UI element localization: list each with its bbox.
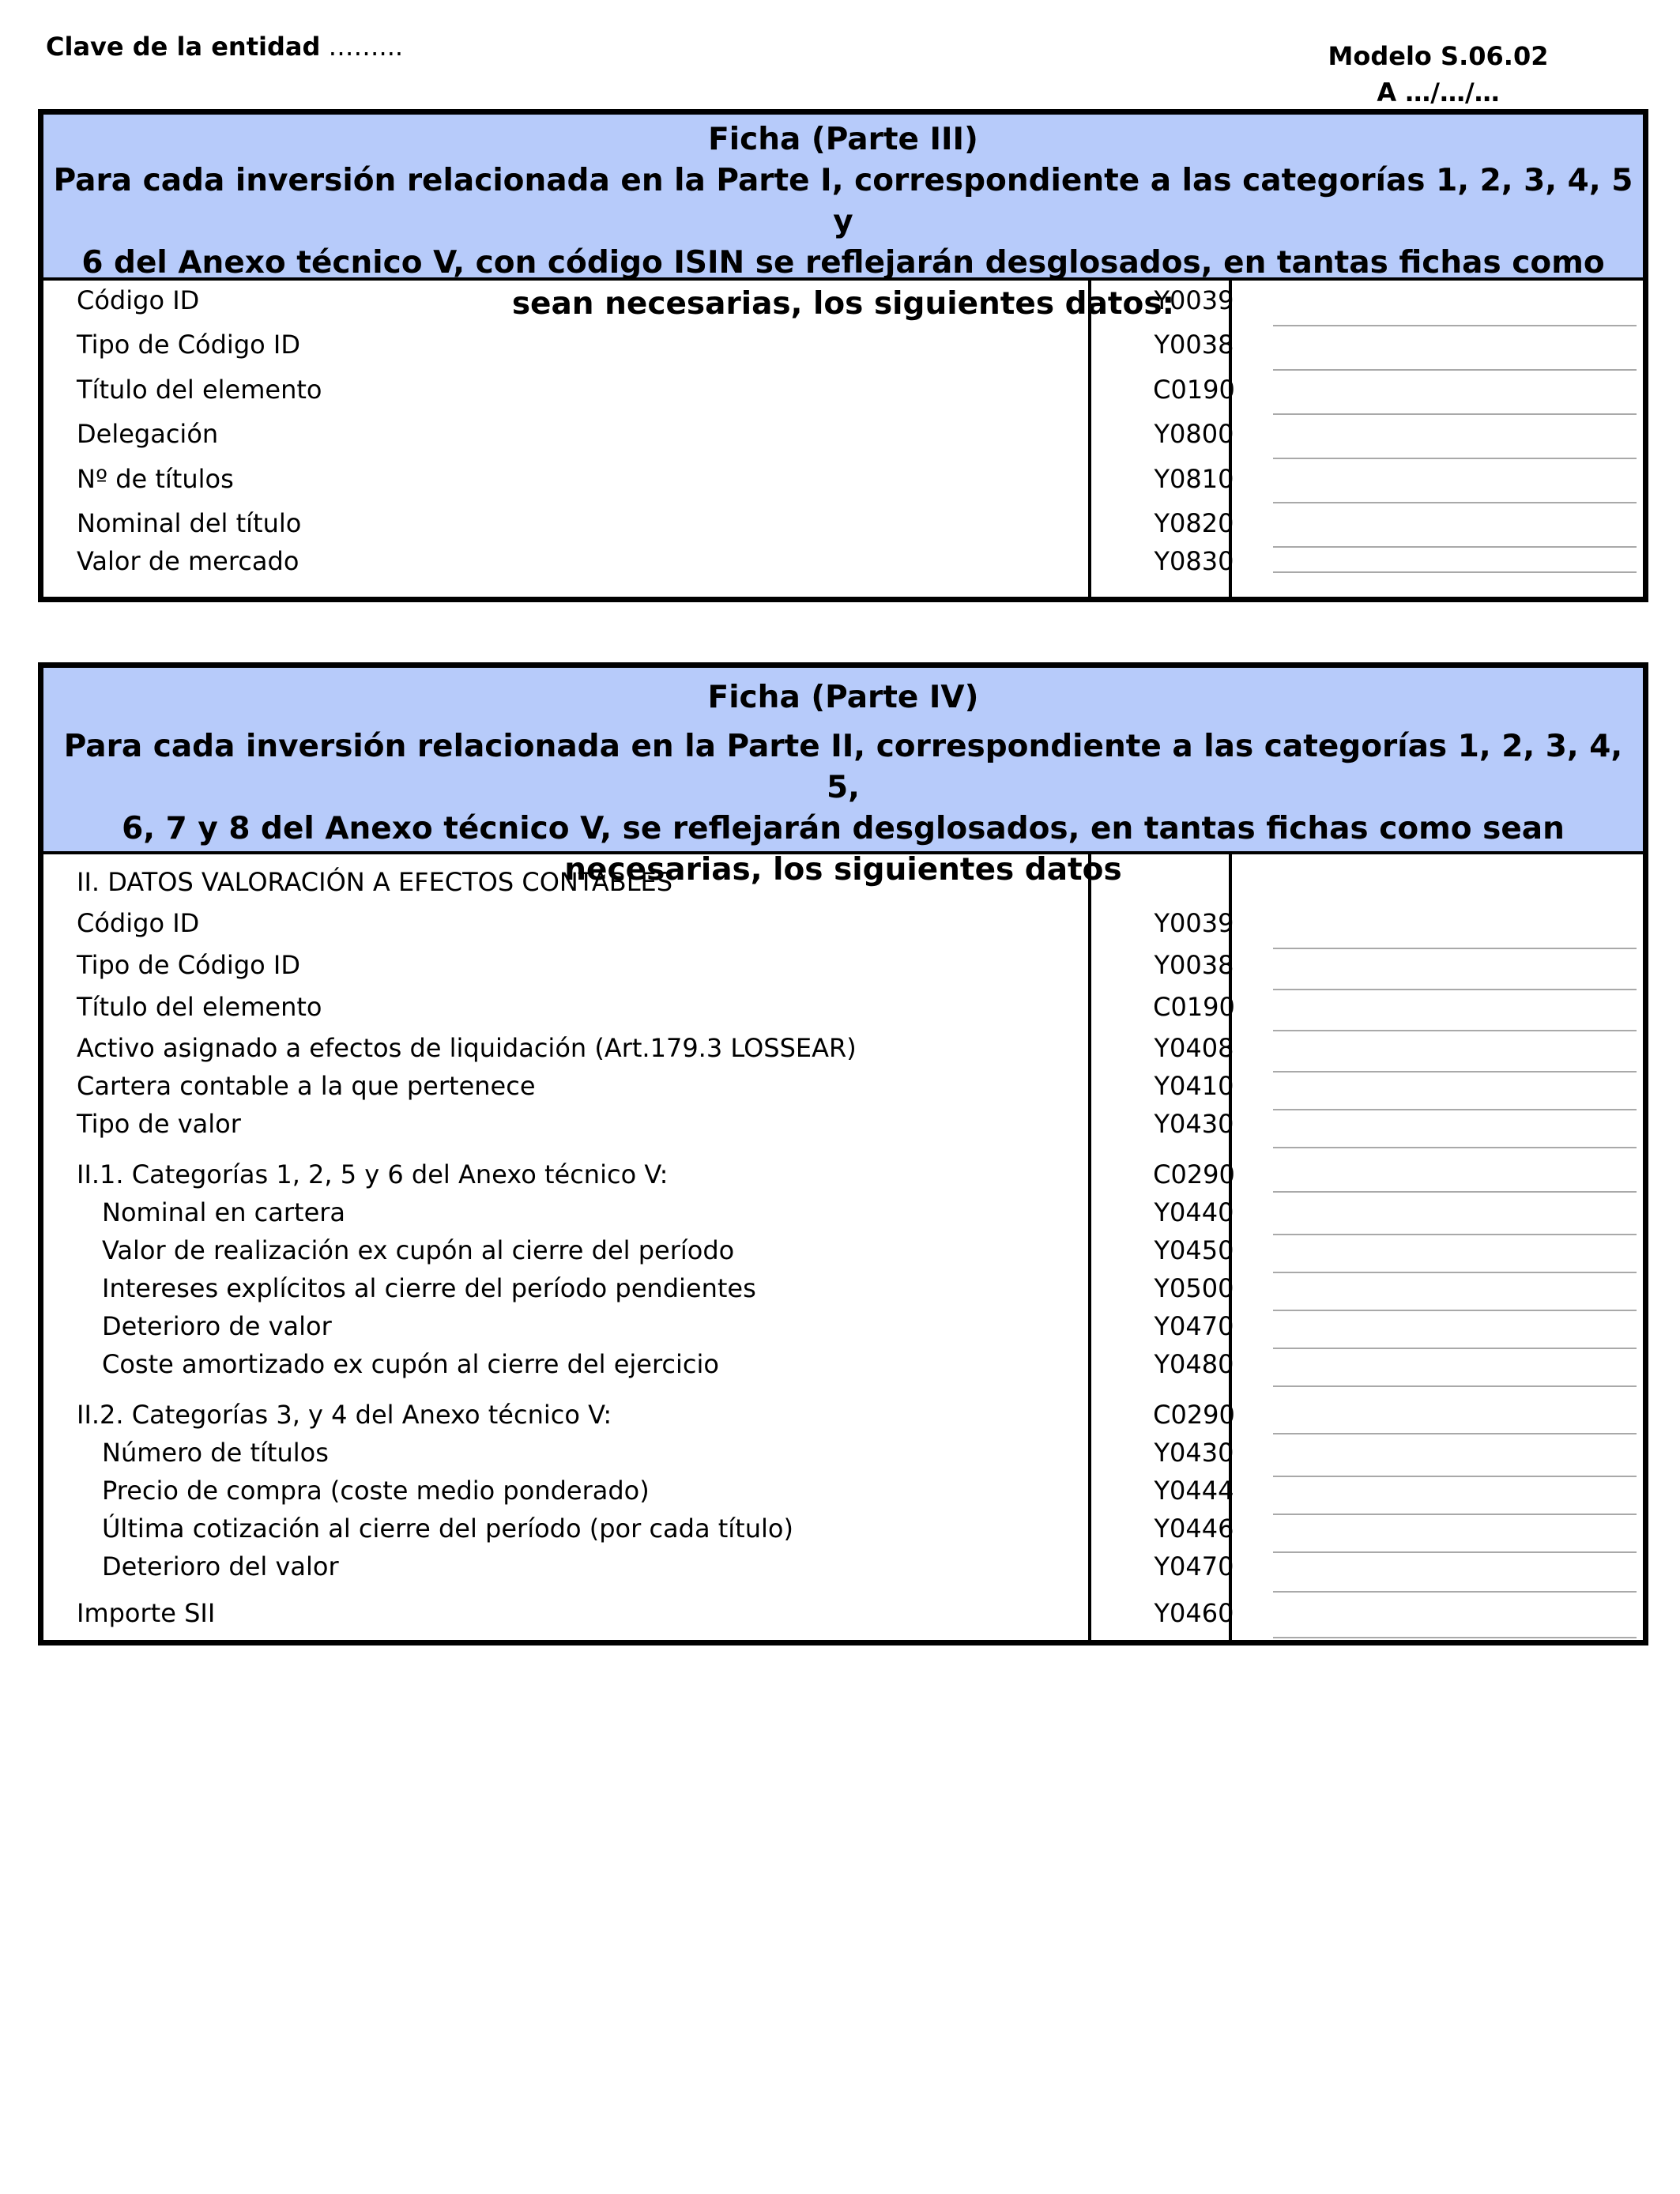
ficha-parte-iii (38, 109, 1648, 602)
field-code: Y0038 (1154, 950, 1234, 980)
field-code: Y0440 (1154, 1197, 1234, 1227)
column-divider (1088, 854, 1091, 1640)
section-heading: II. DATOS VALORACIÓN A EFECTOS CONTABLES (77, 867, 673, 897)
field-code: Y0810 (1154, 464, 1234, 494)
model-date: A …/…/… (1377, 77, 1500, 107)
model-header (1296, 38, 1580, 111)
field-code: Y0430 (1154, 1109, 1234, 1139)
field-code: Y0444 (1154, 1476, 1234, 1506)
field-label: Intereses explícitos al cierre del período pendientes (102, 1273, 756, 1303)
field-code: Y0800 (1154, 419, 1234, 449)
field-code: Y0830 (1154, 546, 1234, 576)
value-cell-line (1273, 1030, 1637, 1031)
ficha-parte-iv-desc-line-2: 6, 7 y 8 del Anexo técnico V, se reflejarán desglosados, en tantas fichas como sean (122, 811, 1565, 846)
ficha-parte-iv-body (43, 854, 1643, 1640)
field-label: Deterioro de valor (102, 1311, 332, 1341)
field-label: Nº de títulos (77, 464, 234, 494)
ficha-parte-iv-desc-line-1: Para cada inversión relacionada en la Parte II, correspondiente a las categorías 1, 2, 3, 4, 5, (63, 729, 1623, 805)
value-cell-line (1273, 413, 1637, 415)
field-label: Valor de realización ex cupón al cierre del período (102, 1235, 735, 1265)
ficha-parte-iii-desc-line-2: 6 del Anexo técnico V, con código ISIN se reflejarán desglosados, en tantas fichas como (81, 245, 1605, 281)
field-label: Precio de compra (coste medio ponderado) (102, 1476, 650, 1506)
value-cell-line (1273, 1109, 1637, 1110)
value-cell-line (1273, 1310, 1637, 1311)
field-label: Nominal del título (77, 508, 302, 538)
ficha-parte-iii-title: Ficha (Parte III) (708, 122, 978, 157)
entity-key-label: Clave de la entidad (46, 32, 321, 62)
value-cell-line (1273, 1147, 1637, 1148)
field-code: Y0820 (1154, 508, 1234, 538)
field-label: Número de títulos (102, 1438, 329, 1468)
value-cell-line (1273, 1071, 1637, 1072)
field-code: Y0430 (1154, 1438, 1234, 1468)
field-label: Valor de mercado (77, 546, 299, 576)
field-code: Y0470 (1154, 1551, 1234, 1581)
entity-key-dots: ……... (328, 32, 404, 62)
field-code: C0190 (1153, 375, 1235, 405)
value-cell-line (1273, 1591, 1637, 1593)
field-code: Y0039 (1154, 908, 1234, 938)
field-label: Delegación (77, 419, 219, 449)
field-code: C0190 (1153, 992, 1235, 1022)
field-label: Activo asignado a efectos de liquidación (Art.179.3 LOSSEAR) (77, 1033, 857, 1063)
value-cell-line (1273, 1272, 1637, 1273)
value-cell-line (1273, 571, 1637, 573)
value-cell-line (1273, 1433, 1637, 1434)
field-code: C0290 (1153, 1159, 1235, 1189)
field-code: Y0408 (1154, 1033, 1234, 1063)
value-cell-line (1273, 1637, 1637, 1638)
column-divider (1088, 281, 1091, 597)
entity-key-line (46, 32, 403, 62)
field-label: II.1. Categorías 1, 2, 5 y 6 del Anexo técnico V: (77, 1159, 669, 1189)
ficha-parte-iii-desc-line-1: Para cada inversión relacionada en la Parte I, correspondiente a las categorías 1, 2, 3, 4, 5 y (53, 163, 1633, 239)
field-label: Código ID (77, 908, 200, 938)
field-code: Y0410 (1154, 1071, 1234, 1101)
value-cell-line (1273, 948, 1637, 949)
field-label: Tipo de Código ID (77, 330, 300, 360)
field-label: Título del elemento (77, 375, 322, 405)
value-cell-line (1273, 1514, 1637, 1515)
value-cell-line (1273, 458, 1637, 459)
field-label: Tipo de valor (77, 1109, 241, 1139)
value-cell-line (1273, 325, 1637, 326)
field-code: Y0450 (1154, 1235, 1234, 1265)
field-label: Código ID (77, 285, 200, 315)
field-code: Y0460 (1154, 1598, 1234, 1628)
value-cell-line (1273, 502, 1637, 503)
field-label: Última cotización al cierre del período (por cada título) (102, 1514, 793, 1544)
field-label: Cartera contable a la que pertenece (77, 1071, 536, 1101)
field-code: Y0446 (1154, 1514, 1234, 1544)
field-code: C0290 (1153, 1400, 1235, 1430)
value-cell-line (1273, 369, 1637, 371)
field-label: Importe SII (77, 1598, 216, 1628)
value-cell-line (1273, 1234, 1637, 1235)
value-cell-line (1273, 1191, 1637, 1193)
field-label: Deterioro del valor (102, 1551, 339, 1581)
model-id: Modelo S.06.02 (1328, 41, 1549, 71)
value-cell-line (1273, 1476, 1637, 1477)
ficha-parte-iv (38, 662, 1648, 1646)
value-cell-line (1273, 1385, 1637, 1387)
field-label: II.2. Categorías 3, y 4 del Anexo técnico V: (77, 1400, 612, 1430)
value-cell-line (1273, 989, 1637, 990)
ficha-parte-iii-desc-line-3: sean necesarias, los siguientes datos: (511, 286, 1175, 322)
ficha-parte-iii-body (43, 281, 1643, 597)
field-label: Título del elemento (77, 992, 322, 1022)
field-code: Y0039 (1154, 285, 1234, 315)
field-label: Tipo de Código ID (77, 950, 300, 980)
field-code: Y0480 (1154, 1349, 1234, 1379)
field-code: Y0470 (1154, 1311, 1234, 1341)
value-cell-line (1273, 1348, 1637, 1349)
field-label: Coste amortizado ex cupón al cierre del ejercicio (102, 1349, 719, 1379)
value-cell-line (1273, 546, 1637, 548)
value-cell-line (1273, 1551, 1637, 1553)
field-label: Nominal en cartera (102, 1197, 346, 1227)
field-code: Y0500 (1154, 1273, 1234, 1303)
ficha-parte-iv-desc-line-3: necesarias, los siguientes datos (564, 852, 1122, 888)
ficha-parte-iv-title: Ficha (Parte IV) (707, 680, 979, 715)
field-code: Y0038 (1154, 330, 1234, 360)
